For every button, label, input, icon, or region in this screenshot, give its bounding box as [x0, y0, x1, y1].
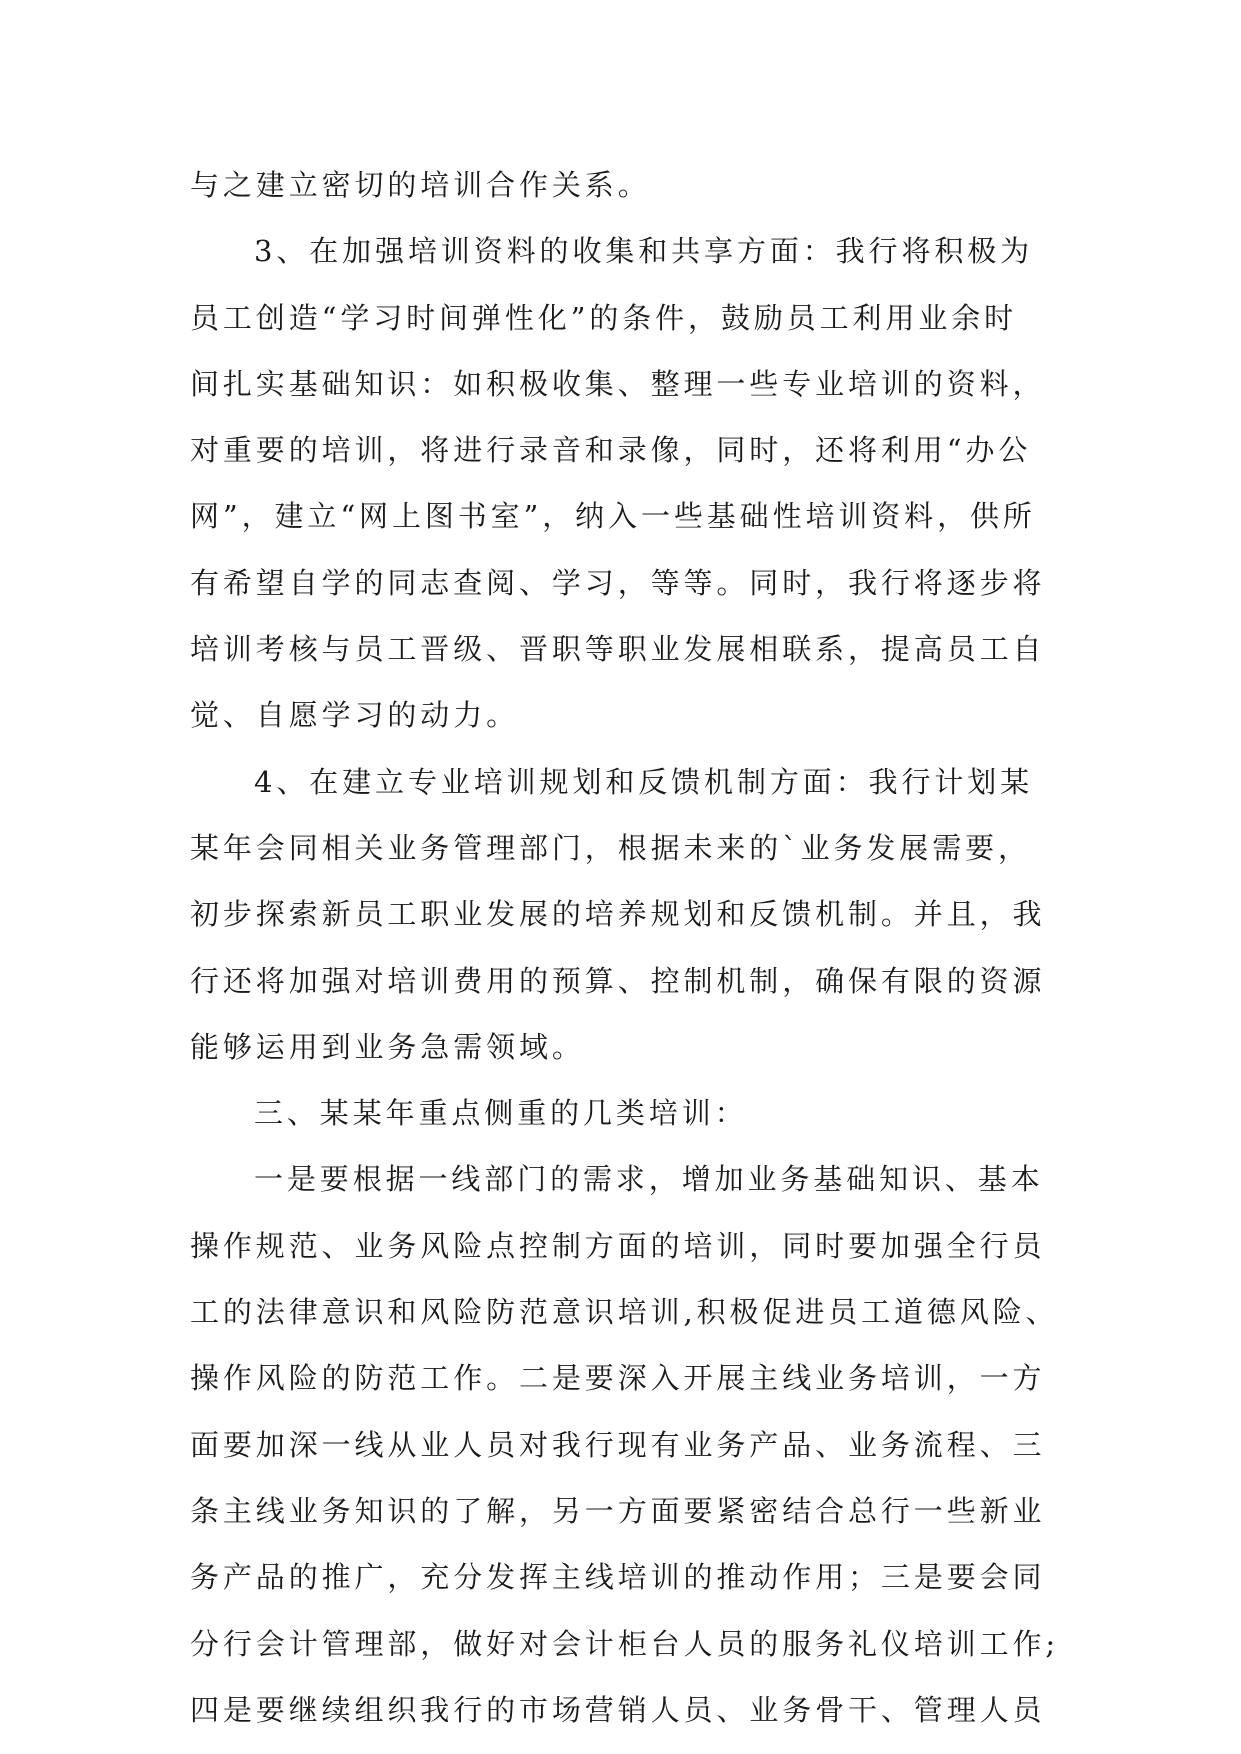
- text-line: 行还将加强对培训费用的预算、控制机制，确保有限的资源: [190, 963, 1046, 998]
- text-line: 分行会计管理部，做好对会计柜台人员的服务礼仪培训工作;: [190, 1626, 1060, 1661]
- text-line: 觉、自愿学习的动力。: [190, 698, 520, 733]
- section-heading: 三、某某年重点侧重的几类培训：: [254, 1096, 748, 1131]
- text-line: 一是要根据一线部门的需求，增加业务基础知识、基本: [254, 1162, 1044, 1197]
- text-line: 网”，建立“网上图书室”，纳入一些基础性培训资料，供所: [190, 499, 1036, 534]
- document-body: [190, 152, 1060, 1743]
- text-line: 与之建立密切的培训合作关系。: [190, 168, 651, 202]
- text-line: 有希望自学的同志查阅、学习，等等。同时，我行将逐步将: [190, 565, 1046, 600]
- text-line: 操作风险的防范工作。二是要深入开展主线业务培训，一方: [190, 1361, 1046, 1396]
- text-line: 间扎实基础知识：如积极收集、整理一些专业培训的资料，: [190, 366, 1046, 401]
- text-line: 3、在加强培训资料的收集和共享方面：我行将积极为: [254, 234, 1034, 269]
- text-line: 四是要继续组织我行的市场营销人员、业务骨干、管理人员: [190, 1692, 1046, 1727]
- text-line: 能够运用到业务急需领域。: [190, 1029, 585, 1064]
- text-line: 4、在建立专业培训规划和反馈机制方面：我行计划某: [254, 764, 1034, 799]
- text-line: 初步探索新员工职业发展的培养规划和反馈机制。并且，我: [190, 897, 1046, 932]
- text-line: 员工创造“学习时间弹性化”的条件，鼓励员工利用业余时: [190, 300, 1018, 335]
- text-line: 培训考核与员工晋级、晋职等职业发展相联系，提高员工自: [190, 632, 1046, 667]
- text-line: 操作规范、业务风险点控制方面的培训，同时要加强全行员: [190, 1228, 1046, 1263]
- text-line: 面要加深一线从业人员对我行现有业务产品、业务流程、三: [190, 1427, 1046, 1462]
- text-line: 某年会同相关业务管理部门，根据未来的`业务发展需要，: [190, 830, 1031, 865]
- text-line: 工的法律意识和风险防范意识培训,积极促进员工道德风险、: [190, 1295, 1059, 1330]
- text-line: 条主线业务知识的了解，另一方面要紧密结合总行一些新业: [190, 1493, 1046, 1528]
- text-line: 务产品的推广，充分发挥主线培训的推动作用；三是要会同: [190, 1560, 1046, 1595]
- text-line: 对重要的培训，将进行录音和录像，同时，还将利用“办公: [190, 433, 1032, 468]
